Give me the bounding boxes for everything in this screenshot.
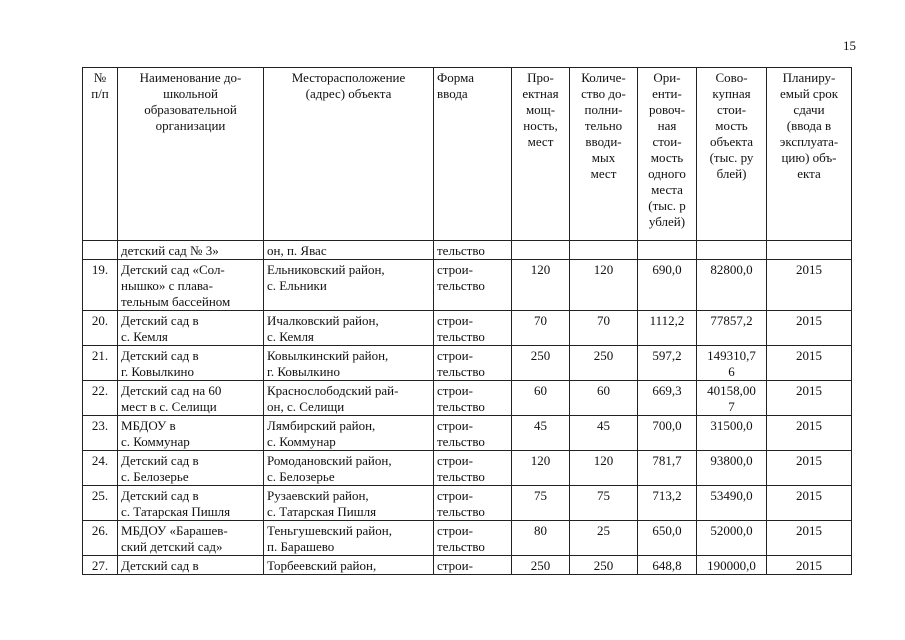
cell-location: Краснослободский рай- он, с. Селищи xyxy=(264,381,434,416)
cell-cost-per-place: 700,0 xyxy=(638,416,697,451)
cell-cost-per-place: 690,0 xyxy=(638,260,697,311)
cell-deadline: 2015 xyxy=(767,521,852,556)
table-row xyxy=(83,311,852,346)
cell-form: строи- тельство xyxy=(434,416,512,451)
cell-cost-per-place: 648,8 xyxy=(638,556,697,575)
cell-num: 23. xyxy=(83,416,118,451)
table-row xyxy=(83,556,852,575)
header-name: Наименование до- школьной образовательной организации xyxy=(118,68,264,241)
cell-total-cost: 53490,0 xyxy=(697,486,767,521)
cell-location: Ромодановский район, с. Белозерье xyxy=(264,451,434,486)
cell-total-cost: 82800,0 xyxy=(697,260,767,311)
cell-location: Лямбирский район, с. Коммунар xyxy=(264,416,434,451)
cell-additional: 250 xyxy=(570,346,638,381)
cell-additional: 25 xyxy=(570,521,638,556)
header-cost-per-place: Ори- енти- ровоч- ная стои- мость одного места (тыс. р ублей) xyxy=(638,68,697,241)
cell-name: Детский сад в xyxy=(118,556,264,575)
cell-name: МБДОУ в с. Коммунар xyxy=(118,416,264,451)
cell-cost-per-place: 1112,2 xyxy=(638,311,697,346)
cell-deadline xyxy=(767,241,852,260)
cell-capacity: 45 xyxy=(512,416,570,451)
cell-total-cost: 190000,0 xyxy=(697,556,767,575)
cell-total-cost xyxy=(697,241,767,260)
table-row xyxy=(83,486,852,521)
table-row xyxy=(83,346,852,381)
cell-num: 21. xyxy=(83,346,118,381)
cell-cost-per-place xyxy=(638,241,697,260)
header-total-cost: Сово- купная стои- мость объекта (тыс. ру блей) xyxy=(697,68,767,241)
cell-num: 25. xyxy=(83,486,118,521)
cell-deadline: 2015 xyxy=(767,346,852,381)
table-row xyxy=(83,521,852,556)
cell-additional: 70 xyxy=(570,311,638,346)
cell-num: 24. xyxy=(83,451,118,486)
cell-name: Детский сад в с. Татарская Пишля xyxy=(118,486,264,521)
cell-form: тельство xyxy=(434,241,512,260)
cell-cost-per-place: 597,2 xyxy=(638,346,697,381)
cell-capacity: 250 xyxy=(512,346,570,381)
cell-location: Рузаевский район, с. Татарская Пишля xyxy=(264,486,434,521)
cell-num: 22. xyxy=(83,381,118,416)
cell-deadline: 2015 xyxy=(767,486,852,521)
cell-location: Ковылкинский район, г. Ковылкино xyxy=(264,346,434,381)
header-deadline: Планиру- емый срок сдачи (ввода в эксплуата- цию) объ- екта xyxy=(767,68,852,241)
header-additional: Количе- ство до- полни- тельно вводи- мых мест xyxy=(570,68,638,241)
cell-form: строи- xyxy=(434,556,512,575)
cell-cost-per-place: 650,0 xyxy=(638,521,697,556)
cell-num: 19. xyxy=(83,260,118,311)
cell-capacity: 70 xyxy=(512,311,570,346)
cell-additional: 60 xyxy=(570,381,638,416)
cell-form: строи- тельство xyxy=(434,381,512,416)
table-row xyxy=(83,451,852,486)
cell-total-cost: 40158,00 7 xyxy=(697,381,767,416)
cell-form: строи- тельство xyxy=(434,451,512,486)
header-capacity: Про- ектная мощ- ность, мест xyxy=(512,68,570,241)
cell-num xyxy=(83,241,118,260)
cell-additional: 120 xyxy=(570,260,638,311)
cell-capacity: 80 xyxy=(512,521,570,556)
continuation-row xyxy=(83,241,852,260)
cell-form: строи- тельство xyxy=(434,260,512,311)
cell-total-cost: 77857,2 xyxy=(697,311,767,346)
header-location: Месторасположение (адрес) объекта xyxy=(264,68,434,241)
cell-capacity xyxy=(512,241,570,260)
cell-cost-per-place: 713,2 xyxy=(638,486,697,521)
cell-deadline: 2015 xyxy=(767,311,852,346)
cell-cost-per-place: 781,7 xyxy=(638,451,697,486)
cell-name: Детский сад в с. Белозерье xyxy=(118,451,264,486)
table-body xyxy=(83,241,852,575)
cell-deadline: 2015 xyxy=(767,381,852,416)
cell-form: строи- тельство xyxy=(434,311,512,346)
header-row xyxy=(83,68,852,241)
cell-capacity: 120 xyxy=(512,451,570,486)
cell-additional: 45 xyxy=(570,416,638,451)
cell-name: Детский сад на 60 мест в с. Селищи xyxy=(118,381,264,416)
cell-num: 26. xyxy=(83,521,118,556)
table-header xyxy=(83,68,852,241)
cell-additional: 120 xyxy=(570,451,638,486)
header-num: № п/п xyxy=(83,68,118,241)
table-row xyxy=(83,381,852,416)
cell-location: Ельниковский район, с. Ельники xyxy=(264,260,434,311)
cell-additional: 250 xyxy=(570,556,638,575)
cell-location: Теньгушевский район, п. Барашево xyxy=(264,521,434,556)
cell-capacity: 120 xyxy=(512,260,570,311)
header-form: Форма ввода xyxy=(434,68,512,241)
cell-additional xyxy=(570,241,638,260)
cell-num: 20. xyxy=(83,311,118,346)
cell-deadline: 2015 xyxy=(767,451,852,486)
cell-capacity: 75 xyxy=(512,486,570,521)
cell-capacity: 250 xyxy=(512,556,570,575)
cell-deadline: 2015 xyxy=(767,416,852,451)
cell-name: Детский сад «Сол- нышко» с плава- тельным бассейном xyxy=(118,260,264,311)
page-number: 15 xyxy=(843,38,856,53)
table-row xyxy=(83,260,852,311)
cell-location: он, п. Явас xyxy=(264,241,434,260)
cell-name: МБДОУ «Барашев- ский детский сад» xyxy=(118,521,264,556)
cell-num: 27. xyxy=(83,556,118,575)
cell-location: Ичалковский район, с. Кемля xyxy=(264,311,434,346)
cell-total-cost: 52000,0 xyxy=(697,521,767,556)
cell-total-cost: 31500,0 xyxy=(697,416,767,451)
cell-deadline: 2015 xyxy=(767,260,852,311)
cell-form: строи- тельство xyxy=(434,521,512,556)
cell-name: Детский сад в г. Ковылкино xyxy=(118,346,264,381)
cell-form: строи- тельство xyxy=(434,346,512,381)
cell-cost-per-place: 669,3 xyxy=(638,381,697,416)
cell-name: детский сад № 3» xyxy=(118,241,264,260)
cell-name: Детский сад в с. Кемля xyxy=(118,311,264,346)
cell-total-cost: 93800,0 xyxy=(697,451,767,486)
cell-form: строи- тельство xyxy=(434,486,512,521)
cell-deadline: 2015 xyxy=(767,556,852,575)
kindergarten-table xyxy=(82,67,852,575)
table-row xyxy=(83,416,852,451)
cell-additional: 75 xyxy=(570,486,638,521)
cell-total-cost: 149310,7 6 xyxy=(697,346,767,381)
cell-location: Торбеевский район, xyxy=(264,556,434,575)
cell-capacity: 60 xyxy=(512,381,570,416)
